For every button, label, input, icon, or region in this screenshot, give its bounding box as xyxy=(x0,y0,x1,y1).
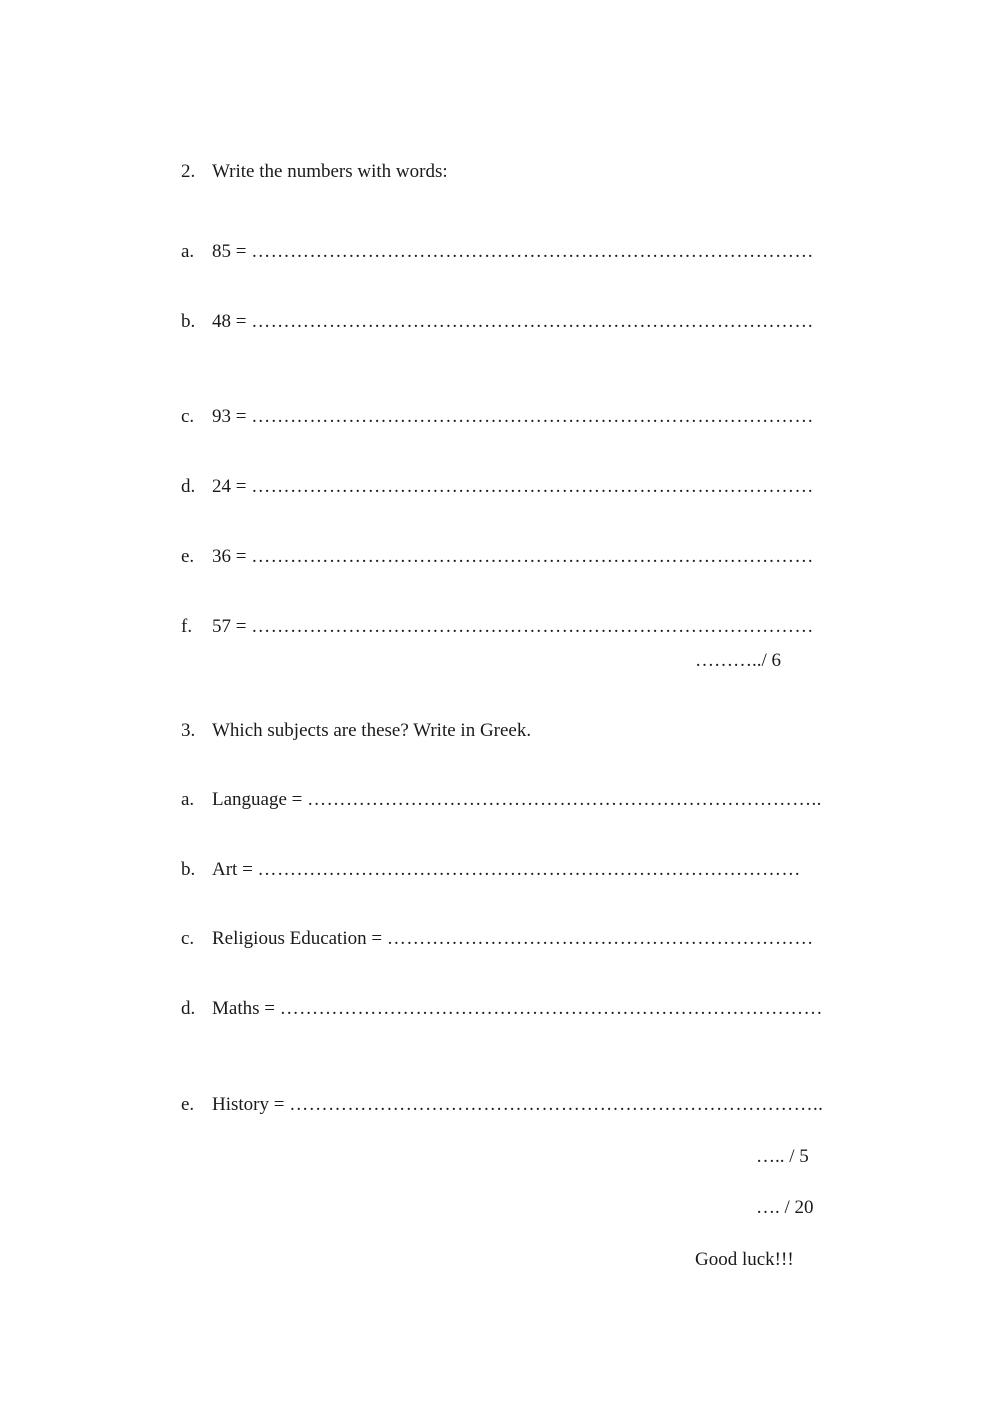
item-letter: a. xyxy=(181,789,195,810)
item-prompt: 93 = xyxy=(212,406,247,427)
item-prompt: 24 = xyxy=(212,476,247,497)
section-number: 3. xyxy=(181,720,196,741)
total-score: …. / 20 xyxy=(756,1197,814,1218)
question-item xyxy=(181,311,814,333)
section-3-score: ….. / 5 xyxy=(756,1146,809,1167)
section-title: Which subjects are these? Write in Greek. xyxy=(212,720,532,741)
item-prompt: Maths = xyxy=(212,998,275,1019)
item-prompt: Language = xyxy=(212,789,303,810)
question-item xyxy=(181,998,823,1020)
question-item xyxy=(181,859,801,881)
question-item xyxy=(181,928,814,950)
answer-blank[interactable]: ………………………………………………………… xyxy=(386,928,814,949)
item-letter: e. xyxy=(181,1094,195,1115)
item-letter: d. xyxy=(181,476,196,497)
section-number: 2. xyxy=(181,161,196,182)
item-prompt: 85 = xyxy=(212,241,247,262)
item-letter: b. xyxy=(181,311,196,332)
question-item xyxy=(181,406,814,428)
item-prompt: 57 = xyxy=(212,616,247,637)
item-prompt: History = xyxy=(212,1094,285,1115)
question-item xyxy=(181,789,822,811)
answer-blank[interactable]: …………………………………………………………………………… xyxy=(251,616,814,637)
item-letter: b. xyxy=(181,859,196,880)
item-letter: e. xyxy=(181,546,195,567)
question-item xyxy=(181,546,814,568)
item-letter: c. xyxy=(181,406,195,427)
closing-message: Good luck!!! xyxy=(695,1249,794,1270)
question-item xyxy=(181,476,814,498)
section-title: Write the numbers with words: xyxy=(212,161,448,182)
item-prompt: 36 = xyxy=(212,546,247,567)
section-2-score: ………../ 6 xyxy=(695,650,782,671)
answer-blank[interactable]: ………………………………………………………………………… xyxy=(257,859,801,880)
item-letter: d. xyxy=(181,998,196,1019)
item-letter: a. xyxy=(181,241,195,262)
answer-blank[interactable]: …………………………………………………………………………… xyxy=(251,406,814,427)
answer-blank[interactable]: …………………………………………………………………………… xyxy=(251,546,814,567)
answer-blank[interactable]: …………………………………………………………………………… xyxy=(251,311,814,332)
item-letter: f. xyxy=(181,616,193,637)
item-prompt: 48 = xyxy=(212,311,247,332)
answer-blank[interactable]: …………………………………………………………………………… xyxy=(251,241,814,262)
item-prompt: Art = xyxy=(212,859,253,880)
question-item xyxy=(181,616,814,638)
item-letter: c. xyxy=(181,928,195,949)
question-item xyxy=(181,241,814,263)
answer-blank[interactable]: …………………………………………………………………………… xyxy=(251,476,814,497)
answer-blank[interactable]: ………………………………………………………………………… xyxy=(279,998,823,1019)
item-prompt: Religious Education = xyxy=(212,928,383,949)
answer-blank[interactable]: …………………………………………………………………….. xyxy=(307,789,822,810)
answer-blank[interactable]: ……………………………………………………………………….. xyxy=(289,1094,824,1115)
section-3-heading xyxy=(181,720,531,742)
question-item xyxy=(181,1094,823,1116)
section-2-heading xyxy=(181,161,448,183)
